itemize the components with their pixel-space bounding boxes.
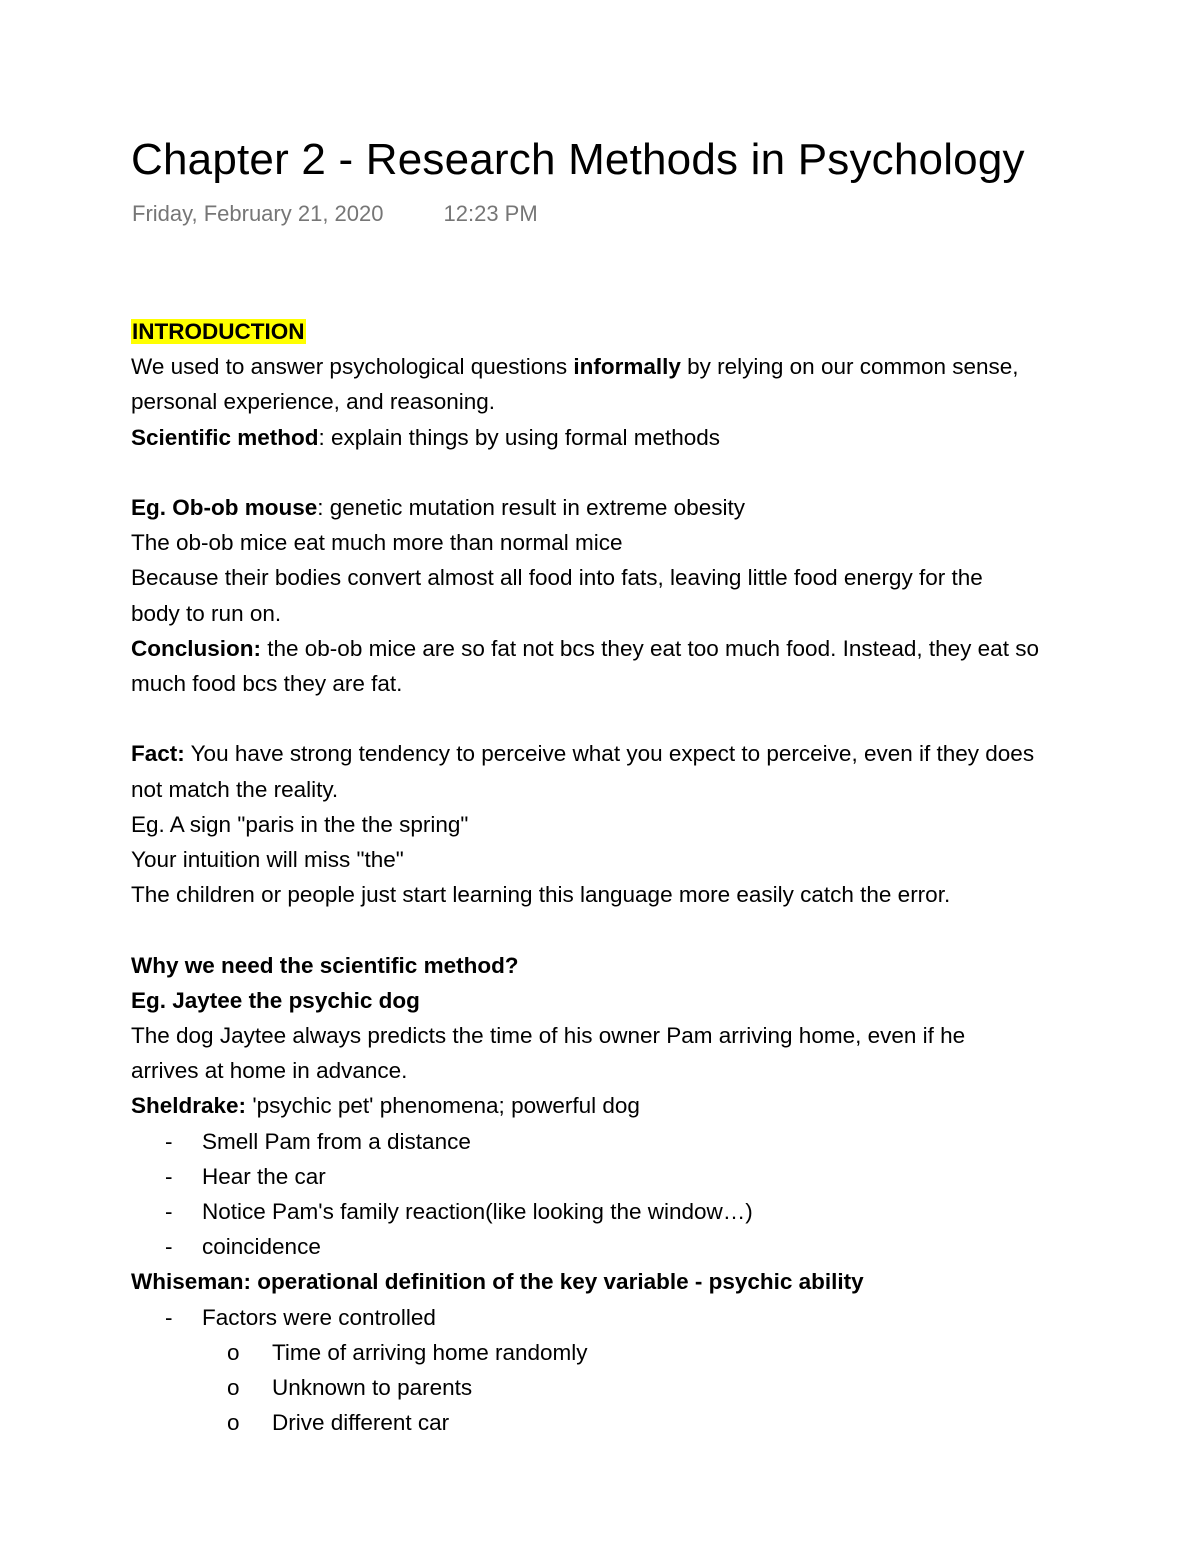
sheldrake-label: Sheldrake: [131, 1093, 247, 1119]
intro-bold: informally [573, 354, 681, 380]
dash-bullet: - [165, 1234, 173, 1260]
list-item-text: Smell Pam from a distance [202, 1128, 471, 1154]
sub-list-item [131, 1335, 1195, 1370]
conclusion-label: Conclusion: [131, 635, 261, 661]
intro-heading-line [131, 314, 1195, 349]
sheldrake-text: 'psychic pet' phenomena; powerful dog [246, 1093, 640, 1119]
scientific-method-text: : explain things by using formal methods [318, 424, 720, 450]
spacer [131, 912, 1195, 947]
spacer [131, 455, 1195, 490]
fact-text: You have strong tendency to perceive what you expect to perceive, even if they does [184, 741, 1035, 767]
dash-bullet: - [165, 1304, 173, 1330]
dash-bullet: - [165, 1128, 173, 1154]
sub-list-item-text: Drive different car [272, 1410, 450, 1436]
intro-heading: INTRODUCTION [132, 319, 305, 344]
list-item-text: Notice Pam's family reaction(like looking the window…) [202, 1199, 753, 1224]
obob-line-2: The ob-ob mice eat much more than normal mice [131, 530, 623, 556]
note-content [131, 314, 1195, 1440]
list-item [131, 1229, 1195, 1264]
fact-line-2: not match the reality. [131, 776, 339, 802]
page-meta [132, 199, 538, 229]
obob-line-4: body to run on. [131, 600, 282, 626]
page-date: Friday, February 21, 2020 [132, 201, 384, 226]
list-item [131, 1159, 1195, 1194]
circle-bullet: o [227, 1339, 240, 1365]
jaytee-heading-text: Eg. Jaytee the psychic dog [131, 987, 420, 1013]
sub-list-item-text: Unknown to parents [272, 1374, 473, 1400]
fact-line-1 [131, 736, 1195, 771]
dash-bullet: - [165, 1163, 173, 1189]
intro-paragraph-line-1 [131, 349, 1195, 384]
dash-bullet: - [165, 1199, 173, 1224]
list-item [131, 1300, 1195, 1335]
scientific-method-label: Scientific method [131, 424, 319, 450]
page-time: 12:23 PM [443, 201, 538, 226]
fact-label: Fact: [131, 741, 185, 767]
obob-line-3: Because their bodies convert almost all food into fats, leaving little food energy for the [131, 565, 983, 591]
fact-line-3: Eg. A sign "paris in the the spring" [131, 811, 469, 837]
obob-line-1 [131, 490, 1195, 525]
sub-list-item-text: Time of arriving home randomly [272, 1339, 588, 1365]
sub-list-item [131, 1370, 1195, 1405]
jaytee-heading [131, 983, 1195, 1018]
scientific-method-line [131, 420, 1195, 455]
jaytee-line-1: The dog Jaytee always predicts the time of his owner Pam arriving home, even if he [131, 1023, 966, 1049]
why-heading-text: Why we need the scientific method? [131, 952, 519, 978]
conclusion-line-2: much food bcs they are fat. [131, 671, 403, 697]
obob-label: Eg. Ob-ob mouse [131, 495, 318, 520]
intro-text: We used to answer psychological questions [131, 354, 574, 380]
why-heading [131, 948, 1195, 983]
sheldrake-line [131, 1088, 1195, 1123]
fact-line-4: Your intuition will miss "the" [131, 847, 404, 873]
obob-text: : genetic mutation result in extreme obesity [317, 495, 745, 520]
whiseman-line [131, 1264, 1195, 1299]
fact-line-5: The children or people just start learning this language more easily catch the error. [131, 882, 951, 908]
list-item [131, 1124, 1195, 1159]
circle-bullet: o [227, 1374, 240, 1400]
circle-bullet: o [227, 1410, 240, 1436]
list-item [131, 1194, 1195, 1229]
sub-list-item [131, 1405, 1195, 1440]
jaytee-line-2: arrives at home in advance. [131, 1058, 408, 1084]
list-item-text: Factors were controlled [202, 1304, 436, 1330]
spacer [131, 701, 1195, 736]
list-item-text: coincidence [202, 1234, 321, 1260]
conclusion-text: the ob-ob mice are so fat not bcs they eat too much food. Instead, they eat so [261, 635, 1039, 661]
intro-text-end: by relying on our common sense, [680, 354, 1019, 380]
list-item-text: Hear the car [202, 1163, 326, 1189]
whiseman-text: Whiseman: operational definition of the key variable - psychic ability [131, 1269, 864, 1295]
intro-paragraph-line-2: personal experience, and reasoning. [131, 389, 495, 415]
page-title: Chapter 2 - Research Methods in Psychology [131, 135, 1025, 184]
conclusion-line-1 [131, 631, 1195, 666]
